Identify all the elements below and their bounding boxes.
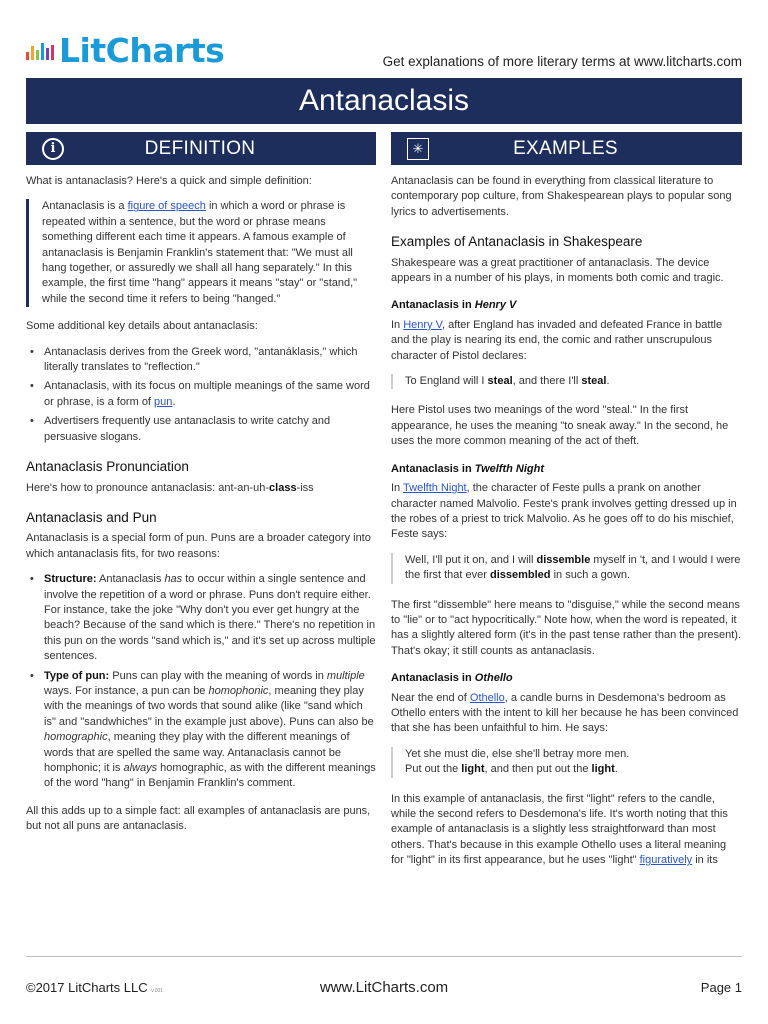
pronunciation-pre: Here's how to pronounce antanaclasis: ant-an-uh- — [26, 481, 270, 494]
examples-header — [391, 132, 742, 165]
page-footer — [26, 980, 742, 1004]
page-number: Page 1 — [700, 980, 742, 995]
quote-line — [405, 762, 742, 777]
definition-text-post: in which a word or phrase is repeated within a sentence, but the word or phrase means something different each time it appears. A famous example of antanaclasis is Benjamin Franklin's statement that: "We must all hang together, or assuredly we shall all hang separately." In this example, the first time "hang" appears it means "stay" or "stand," while the second time it refers to being "hanged." — [42, 200, 358, 305]
type-text: , meaning they play with the different meanings of words that are spelled the same way. Antanaclasis cannot be homphonic; it is — [44, 731, 350, 774]
figuratively-link[interactable]: figuratively — [639, 854, 693, 867]
quote-bold: dissemble — [536, 553, 591, 566]
type-text: Puns can play with the meaning of words in — [109, 669, 327, 682]
copyright-text: ©2017 LitCharts LLC — [26, 980, 148, 995]
pronunciation-post: -iss — [296, 481, 314, 494]
logo-bar — [41, 43, 44, 60]
type-label: Type of pun: — [44, 669, 110, 682]
henry-v-link[interactable]: Henry V — [403, 318, 442, 331]
list-item-text: Antanaclasis, with its focus on multiple meanings of the same word or phrase, is a form of — [44, 380, 370, 408]
analysis-text-end: in its — [692, 854, 718, 867]
page-title: Antanaclasis — [26, 78, 742, 124]
twelfth-quote — [391, 553, 742, 584]
quote-bold: steal — [581, 375, 607, 388]
list-item-text-end: . — [172, 395, 176, 408]
twelfth-context — [391, 481, 742, 543]
henry-quote — [391, 374, 742, 389]
type-text: , meaning they play with the meanings of two words that sound alike (like "sand which is" and "sandwhiches" in the example just above). Puns can also be — [44, 684, 374, 728]
quote-text: myself in 't, and I would I were the first that ever — [405, 553, 741, 582]
type-emphasis: multiple — [326, 669, 365, 682]
shakespeare-heading: Examples of Antanaclasis in Shakespeare — [391, 234, 643, 250]
context-pre: In — [391, 318, 404, 331]
examples-intro: Antanaclasis can be found in everything from classical literature to contemporary pop culture, from Shakespearean plays to popular song lyrics to advertisements. — [391, 175, 732, 218]
quote-text: , and then put out the — [484, 763, 592, 776]
context-post: , after England has invaded and defeated France in battle and the play is nearing its end, the comic and rather unscrupulous character of Pistol declares: — [391, 318, 723, 362]
pun-link[interactable]: pun — [154, 395, 173, 408]
definition-column — [26, 174, 376, 845]
structure-text: Antanaclasis — [96, 573, 165, 586]
logo-bar — [46, 48, 49, 60]
analysis-text: In this example of antanaclasis, the first "light" refers to the candle, while the second refers to Desdemona's life. It's worth noting that this example of antanaclasis is a slightly less straightforward than most others. That's because in this example Othello uses a literal meaning for "light" in its first appearance, but he uses "light" — [391, 792, 728, 867]
heading-title: Twelfth Night — [474, 462, 545, 475]
type-emphasis: always — [123, 762, 158, 774]
header-tagline: Get explanations of more literary terms at www.litcharts.com — [382, 54, 742, 69]
star-icon: ✳ — [407, 138, 429, 160]
quote-text: . — [606, 375, 610, 388]
heading-title: Othello — [474, 672, 513, 685]
heading-pre: Antanaclasis in — [391, 462, 475, 475]
list-item — [26, 345, 376, 376]
twelfth-analysis: The first "dissemble" here means to "disguise," while the second means to "lie" or to "act hypocritically." Note how, when the word is repeated, it has a slightly altered form (it's in the past tense rather than the present). That's okay; it still counts as antanaclasis. — [391, 598, 742, 657]
quote-text: , and there I'll — [512, 375, 582, 388]
henry-context — [391, 318, 742, 364]
examples-column — [391, 174, 742, 879]
quote-text: To England will I — [405, 375, 488, 388]
definition-intro: What is antanaclasis? Here's a quick and simple definition: — [26, 175, 312, 187]
definition-header — [26, 132, 376, 165]
twelfth-heading — [391, 462, 742, 477]
quote-bold: dissembled — [489, 569, 551, 582]
quote-text: Well, I'll put it on, and I will — [405, 553, 537, 566]
version-text: v.001 — [151, 988, 164, 994]
logo-bar — [51, 45, 54, 60]
context-post: , the character of Feste pulls a prank on another character named Malvolio. Feste's prank involves getting dressed up in the robes of a priest to trick Malvolio. As he goes off to do his mischief, Feste says: — [391, 482, 737, 541]
structure-emphasis: has — [164, 573, 183, 586]
info-icon: i — [42, 138, 64, 160]
heading-pre: Antanaclasis in — [391, 299, 475, 312]
othello-analysis — [391, 792, 742, 869]
logo-bar — [31, 46, 34, 60]
othello-heading — [391, 671, 742, 686]
othello-context — [391, 691, 742, 737]
henry-analysis: Here Pistol uses two meanings of the word "steal." In the first appearance, he uses the meaning "to sneak away." In the second, he uses the more common meaning of the act of theft. — [391, 404, 729, 448]
type-text: ways. For instance, a pun can be — [44, 684, 209, 697]
pun-conclusion: All this adds up to a simple fact: all examples of antanaclasis are puns, but not all puns are antanaclasis. — [26, 804, 371, 833]
quote-text: Put out the — [405, 763, 462, 776]
type-emphasis: homophonic — [208, 684, 269, 697]
litcharts-logo[interactable] — [26, 31, 225, 70]
examples-heading: EXAMPLES — [513, 137, 618, 159]
list-item — [26, 414, 376, 445]
context-pre: In — [391, 482, 404, 495]
context-post: , a candle burns in Desdemona's bedroom as Othello enters with the intent to kill her because he has been convinced that she has been unfaithful to him. He says: — [391, 691, 739, 735]
list-item-text: Antanaclasis derives from the Greek word, "antanáklasis," which literally translates to "reflection." — [44, 345, 358, 374]
pronunciation-stress: class — [269, 481, 297, 494]
pronunciation-heading: Antanaclasis Pronunciation — [26, 459, 189, 475]
pun-intro: Antanaclasis is a special form of pun. Puns are a broader category into which antanaclasis fits, for two reasons: — [26, 532, 371, 560]
pronunciation-text — [26, 481, 376, 496]
quote-text: . — [614, 763, 618, 776]
logo-bar — [36, 50, 39, 60]
quote-bold: light — [591, 763, 615, 776]
pun-reasons-list — [26, 572, 376, 792]
structure-label: Structure: — [44, 573, 97, 586]
pun-heading: Antanaclasis and Pun — [26, 509, 157, 525]
quote-bold: steal — [487, 375, 513, 388]
quote-bold: light — [461, 763, 485, 776]
bars-logo-icon — [26, 43, 54, 60]
key-details-intro: Some additional key details about antanaclasis: — [26, 320, 258, 333]
othello-link[interactable]: Othello — [469, 691, 505, 704]
henry-heading — [391, 298, 742, 313]
site-link[interactable]: www.LitCharts.com — [319, 979, 449, 996]
logo-bar — [26, 52, 29, 60]
definition-text-pre: Antanaclasis is a — [42, 200, 128, 213]
definition-heading: DEFINITION — [144, 137, 256, 159]
footer-divider — [26, 956, 742, 957]
twelfth-night-link[interactable]: Twelfth Night — [403, 482, 467, 495]
context-pre: Near the end of — [391, 691, 470, 704]
list-item-text: Advertisers frequently use antanaclasis to write catchy and persuasive slogans. — [44, 415, 331, 443]
list-item — [26, 669, 376, 792]
list-item — [26, 572, 376, 664]
type-text-end: homographic, as with the different meanings of the word "hang" in Benjamin Franklin's comment. — [44, 762, 376, 790]
quote-text: in such a gown. — [550, 569, 631, 582]
logo-text: LitCharts — [59, 31, 225, 70]
quote-line: Yet she must die, else she'll betray more men. — [405, 747, 630, 760]
page-header — [26, 30, 742, 76]
heading-pre: Antanaclasis in — [391, 672, 475, 685]
definition-box — [26, 199, 376, 307]
structure-text-end: to occur within a single sentence and involve the repetition of a word or phrase. Puns don't require either. For instance, take the joke "Why don't you ever get hungry at the beach? Because of the sand which is there." There's no repetition in this pun on the words "sand which is," and it's set up across multiple sentences. — [44, 573, 376, 663]
heading-title: Henry V — [474, 299, 517, 312]
othello-quote — [391, 747, 742, 778]
shakespeare-intro: Shakespeare was a great practitioner of antanaclasis. The device appears in a number of his plays, in moments both comic and tragic. — [391, 256, 724, 285]
key-details-list — [26, 345, 376, 445]
figure-of-speech-link[interactable]: figure of speech — [127, 200, 206, 213]
list-item — [26, 379, 376, 410]
type-emphasis: homographic — [44, 731, 108, 744]
